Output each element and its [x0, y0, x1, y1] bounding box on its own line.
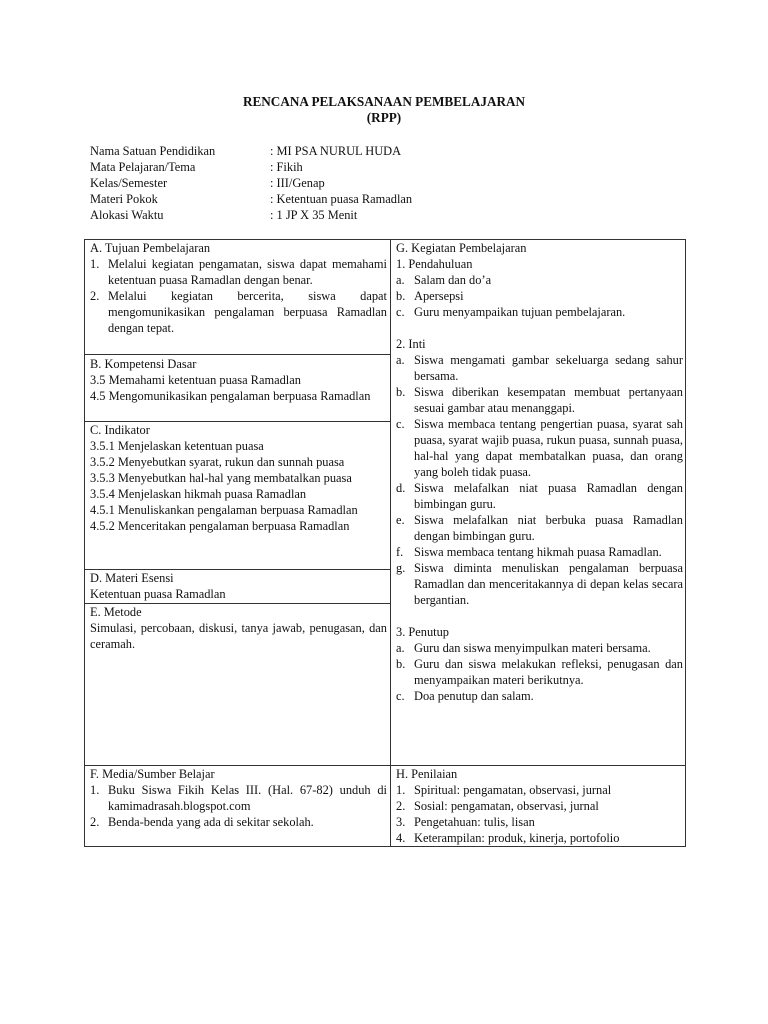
meta-row-time [90, 207, 690, 223]
section-title: E. Metode [90, 605, 142, 619]
list-item [396, 384, 683, 416]
section-media [85, 766, 390, 830]
spacer [396, 608, 683, 624]
item-text: Melalui kegiatan pengamatan, siswa dapat memahami ketentuan puasa Ramadlan dengan benar. [108, 257, 387, 287]
list-item [396, 288, 683, 304]
list-item [396, 830, 683, 846]
item-text: Guru menyampaikan tujuan pembelajaran. [414, 305, 626, 319]
item-text: Siswa membaca tentang hikmah puasa Ramadlan. [414, 545, 662, 559]
text-line: 3.5.1 Menjelaskan ketentuan puasa [90, 439, 264, 453]
item-number: g. [396, 561, 406, 575]
item-number: 2. [90, 815, 100, 829]
text-line: 4.5.1 Menuliskankan pengalaman berpuasa Ramadlan [90, 503, 358, 517]
meta-row-school [90, 143, 690, 159]
section-title: A. Tujuan Pembelajaran [90, 241, 211, 255]
list-item [396, 814, 683, 830]
item-number: a. [396, 273, 405, 287]
item-number: b. [396, 657, 406, 671]
item-number: 2. [396, 799, 406, 813]
list-item [396, 688, 683, 704]
list-item [396, 416, 683, 480]
item-text: Benda-benda yang ada di sekitar sekolah. [108, 815, 314, 829]
section-kompetensi [85, 356, 390, 404]
list-item [396, 656, 683, 688]
lesson-plan-table [84, 239, 686, 847]
subsection-title: 3. Penutup [396, 625, 450, 639]
subsection-title: 1. Pendahuluan [396, 257, 473, 271]
list-item [396, 480, 683, 512]
subsection-title: 2. Inti [396, 337, 426, 351]
item-text: Pengetahuan: tulis, lisan [414, 815, 535, 829]
meta-row-subject [90, 159, 690, 175]
section-title: F. Media/Sumber Belajar [90, 767, 215, 781]
item-text: Siswa melafalkan niat berbuka puasa Ramadlan dengan bimbingan guru. [414, 513, 683, 543]
item-text: Keterampilan: produk, kinerja, portofolio [414, 831, 620, 845]
text-line: 3.5 Memahami ketentuan puasa Ramadlan [90, 373, 301, 387]
text-line: Ketentuan puasa Ramadlan [90, 587, 226, 601]
section-kegiatan [391, 240, 686, 704]
text-line: 3.5.2 Menyebutkan syarat, rukun dan sunnah puasa [90, 455, 345, 469]
item-text: Doa penutup dan salam. [414, 689, 534, 703]
text-line: 3.5.4 Menjelaskan hikmah puasa Ramadlan [90, 487, 307, 501]
item-number: 1. [396, 783, 406, 797]
item-number: e. [396, 513, 405, 527]
item-text: Siswa membaca tentang pengertian puasa, syarat sah puasa, syarat wajib puasa, rukun puasa, sunnah puasa, hal-hal yang dapat membatalkan puasa, dan orang yang boleh tidak puasa. [414, 417, 683, 479]
meta-label: Materi Pokok [90, 192, 158, 206]
item-text: Buku Siswa Fikih Kelas III. (Hal. 67-82) unduh di kamimadrasah.blogspot.com [108, 783, 387, 813]
text-line: 3.5.3 Menyebutkan hal-hal yang membatalkan puasa [90, 471, 352, 485]
meta-label: Alokasi Waktu [90, 208, 164, 222]
section-title: H. Penilaian [396, 767, 458, 781]
list-item [396, 640, 683, 656]
item-number: f. [396, 545, 404, 559]
identity-block [90, 143, 690, 223]
meta-value: : 1 JP X 35 Menit [270, 208, 358, 222]
meta-value: : Fikih [270, 160, 303, 174]
item-text: Siswa melafalkan niat puasa Ramadlan dengan bimbingan guru. [414, 481, 683, 511]
item-number: 1. [90, 783, 100, 797]
meta-row-class [90, 175, 690, 191]
document-title: RENCANA PELAKSANAAN PEMBELAJARAN [242, 94, 526, 109]
item-text: Salam dan do’a [414, 273, 492, 287]
item-number: 2. [90, 289, 100, 303]
item-number: a. [396, 641, 405, 655]
section-tujuan [85, 240, 390, 336]
item-number: a. [396, 353, 405, 367]
item-text: Guru dan siswa menyimpulkan materi bersama. [414, 641, 651, 655]
item-number: c. [396, 417, 405, 431]
list-item [90, 814, 387, 830]
meta-value: : III/Genap [270, 176, 325, 190]
section-title: C. Indikator [90, 423, 150, 437]
item-text: Apersepsi [414, 289, 464, 303]
list-item [396, 560, 683, 608]
item-text: Siswa diberikan kesempatan membuat pertanyaan sesuai gambar atau menanggapi. [414, 385, 683, 415]
item-number: d. [396, 481, 406, 495]
section-title: B. Kompetensi Dasar [90, 357, 197, 371]
section-indikator [85, 422, 390, 534]
meta-value: : MI PSA NURUL HUDA [270, 144, 402, 158]
item-number: 4. [396, 831, 406, 845]
item-number: c. [396, 305, 405, 319]
item-text: Siswa mengamati gambar sekeluarga sedang sahur bersama. [414, 353, 683, 383]
list-item [90, 782, 387, 814]
meta-label: Kelas/Semester [90, 176, 168, 190]
text-line: 4.5 Mengomunikasikan pengalaman berpuasa Ramadlan [90, 389, 371, 403]
spacer [396, 320, 683, 336]
meta-row-topic [90, 191, 690, 207]
item-text: Spiritual: pengamatan, observasi, jurnal [414, 783, 612, 797]
list-item [396, 272, 683, 288]
text-line: Simulasi, percobaan, diskusi, tanya jawab, penugasan, dan ceramah. [90, 621, 387, 651]
item-number: b. [396, 289, 406, 303]
list-item [90, 256, 387, 288]
row-divider [85, 354, 390, 355]
item-text: Guru dan siswa melakukan refleksi, penugasan dan menyampaikan materi berikutnya. [414, 657, 683, 687]
section-materi [85, 570, 390, 602]
list-item [90, 288, 387, 336]
item-text: Sosial: pengamatan, observasi, jurnal [414, 799, 599, 813]
item-number: 1. [90, 257, 100, 271]
item-number: b. [396, 385, 406, 399]
list-item [396, 798, 683, 814]
item-text: Siswa diminta menuliskan pengalaman berpuasa Ramadlan dan menceritakannya di depan kelas secara bergantian. [414, 561, 683, 607]
list-item [396, 304, 683, 320]
list-item [396, 512, 683, 544]
meta-value: : Ketentuan puasa Ramadlan [270, 192, 413, 206]
list-item [396, 782, 683, 798]
meta-label: Mata Pelajaran/Tema [90, 160, 196, 174]
list-item [396, 544, 683, 560]
item-number: 3. [396, 815, 406, 829]
section-title: G. Kegiatan Pembelajaran [396, 241, 527, 255]
section-title: D. Materi Esensi [90, 571, 174, 585]
section-penilaian [391, 766, 686, 846]
item-number: c. [396, 689, 405, 703]
text-line: 4.5.2 Menceritakan pengalaman berpuasa Ramadlan [90, 519, 350, 533]
section-metode [85, 604, 390, 652]
meta-label: Nama Satuan Pendidikan [90, 144, 216, 158]
document-subtitle: (RPP) [366, 110, 402, 125]
item-text: Melalui kegiatan bercerita, siswa dapat mengomunikasikan pengalaman berpuasa Ramadlan dengan tepat. [108, 289, 387, 335]
list-item [396, 352, 683, 384]
